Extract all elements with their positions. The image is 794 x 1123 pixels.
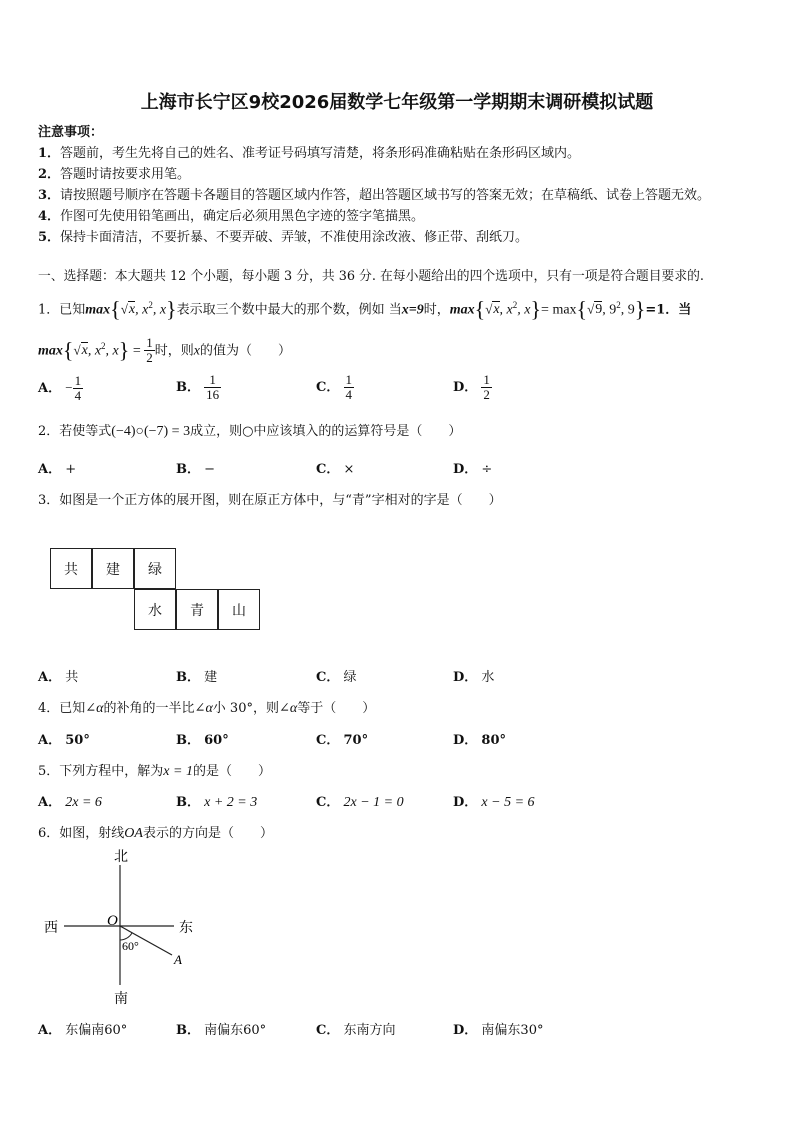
option-a[interactable]: A． 50°: [38, 733, 90, 748]
option-c[interactable]: C． $\frac{1}{4}$: [316, 372, 352, 402]
option-a[interactable]: A． 共: [38, 670, 79, 685]
question-6: 6．如图，射线OA表示的方向是（ ）: [38, 826, 273, 841]
direction-diagram: [36, 845, 216, 1010]
option-c[interactable]: C． 东南方向: [316, 1023, 396, 1038]
notice-heading: 注意事项：: [38, 125, 104, 140]
option-c[interactable]: C． ×: [316, 462, 355, 477]
net-cell: 水: [134, 589, 176, 630]
option-b[interactable]: B． 南偏东60°: [176, 1023, 267, 1038]
option-b[interactable]: B． −: [176, 462, 216, 477]
option-b[interactable]: B． $\frac{1}{16}$: [176, 372, 220, 402]
option-d[interactable]: D． 南偏东30°: [453, 1023, 544, 1038]
option-d[interactable]: D． $\frac{1}{2}$: [453, 372, 490, 402]
point-a-label: A: [174, 952, 182, 967]
option-b[interactable]: B． 60°: [176, 733, 229, 748]
notice-item: 3．请按照题号顺序在答题卡各题目的答题区域内作答，超出答题区域书写的答案无效；在草稿纸、试卷上答题无效。: [38, 188, 711, 203]
option-c[interactable]: C． 70°: [316, 733, 369, 748]
question-2: 2．若使等式(−4)○(−7) = 3成立，则○中应该填入的的运算符号是（ ）: [38, 424, 462, 439]
south-label: 南: [114, 991, 128, 1007]
question-3: 3．如图是一个正方体的展开图，则在原正方体中，与“青”字相对的字是（ ）: [38, 493, 502, 508]
north-label: 北: [114, 849, 128, 865]
option-c[interactable]: C． 2x − 1 = 0: [316, 795, 404, 810]
net-cell: 建: [92, 548, 134, 589]
option-d[interactable]: D． ÷: [453, 462, 493, 477]
notice-item: 5．保持卡面清洁，不要折暴、不要弄破、弄皱，不准使用涂改液、修正带、刮纸刀。: [38, 230, 529, 245]
question-1-line-1: 1．已知max{√x, $x^2$, x}表示取三个数中最大的那个数，例如 当x=9时，max{√x, $x^2$, x}= max{√9, $9^2$, 9}=1．当: [38, 296, 692, 322]
option-d[interactable]: D． 水: [453, 670, 495, 685]
notice-item: 2．答题时请按要求用笔。: [38, 167, 191, 182]
section-heading: 一、选择题：本大题共 12 个小题，每小题 3 分，共 36 分. 在每小题给出的四个选项中，只有一项是符合题目要求的.: [38, 269, 704, 284]
net-cell: 共: [50, 548, 92, 589]
option-c[interactable]: C． 绿: [316, 670, 357, 685]
west-label: 西: [44, 920, 58, 936]
page-title: 上海市长宁区9校2026届数学七年级第一学期期末调研模拟试题: [140, 92, 654, 113]
east-label: 东: [179, 920, 193, 936]
option-d[interactable]: D． x − 5 = 6: [453, 795, 535, 810]
option-d[interactable]: D． 80°: [453, 733, 507, 748]
option-a[interactable]: A． 东偏南60°: [38, 1023, 128, 1038]
origin-label: O: [107, 913, 118, 929]
question-5: 5．下列方程中，解为x = 1的是（ ）: [38, 764, 271, 779]
angle-label: 60°: [122, 939, 139, 953]
question-1-line-2: max{√x, $x^2$, x} = $\frac{1}{2}$ 时，则x的值为（ ）: [38, 335, 291, 366]
notice-item: 4．作图可先使用铅笔画出，确定后必须用黑色字迹的签字笔描黑。: [38, 209, 425, 224]
net-cell: 山: [218, 589, 260, 630]
option-a[interactable]: A． − $\frac{1}{4}$: [38, 373, 82, 403]
question-4: 4．已知∠α的补角的一半比∠α小 30°，则∠α等于（ ）: [38, 701, 376, 716]
notice-item: 1．答题前，考生先将自己的姓名、准考证号码填写清楚，将条形码准确粘贴在条形码区域内。: [38, 146, 581, 161]
net-cell: 绿: [134, 548, 176, 589]
option-b[interactable]: B． x + 2 = 3: [176, 795, 258, 810]
option-a[interactable]: A． 2x = 6: [38, 795, 102, 810]
option-a[interactable]: A． +: [38, 462, 77, 477]
option-b[interactable]: B． 建: [176, 670, 218, 685]
net-cell: 青: [176, 589, 218, 630]
